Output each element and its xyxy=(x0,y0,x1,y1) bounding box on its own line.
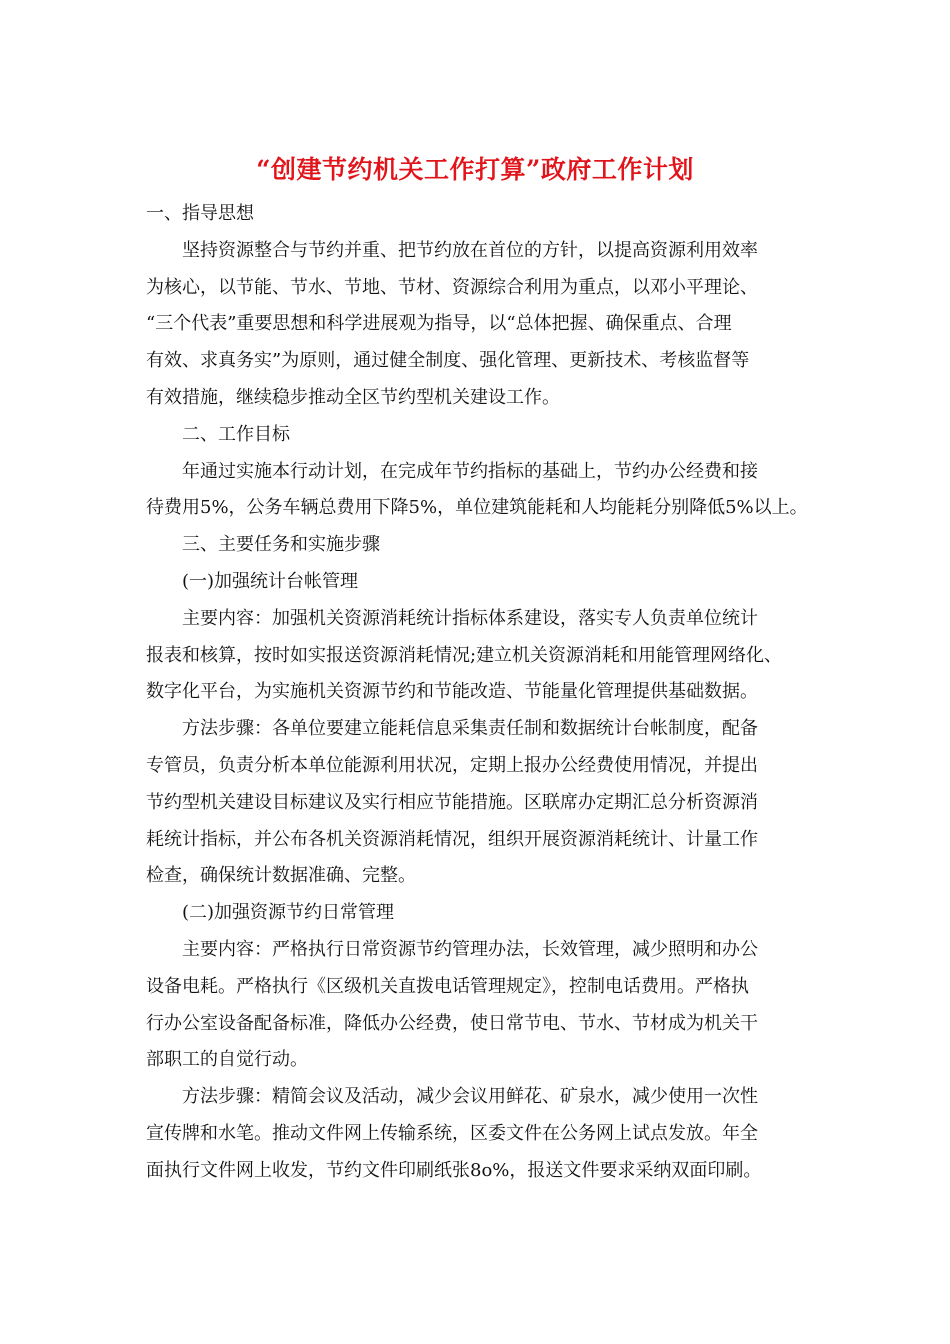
text-line: 数字化平台，为实施机关资源节约和节能改造、节能量化管理提供基础数据。 xyxy=(146,681,758,703)
text-line: 宣传牌和水笔。推动文件网上传输系统，区委文件在公务网上试点发放。年全 xyxy=(146,1122,758,1144)
text-line: (一)加强统计台帐管理 xyxy=(182,570,359,592)
text-line: 为核心，以节能、节水、节地、节材、资源综合利用为重点，以邓小平理论、 xyxy=(146,276,758,298)
text-line: 部职工的自觉行动。 xyxy=(146,1049,308,1071)
text-line: 节约型机关建设目标建议及实行相应节能措施。区联席办定期汇总分析资源消 xyxy=(146,791,758,813)
text-line: 检查，确保统计数据准确、完整。 xyxy=(146,865,416,887)
text-line: 主要内容：加强机关资源消耗统计指标体系建设，落实专人负责单位统计 xyxy=(182,607,758,629)
document-body xyxy=(146,196,846,1190)
text-line: 耗统计指标，并公布各机关资源消耗情况，组织开展资源消耗统计、计量工作 xyxy=(146,828,758,850)
text-line: 二、工作目标 xyxy=(182,423,290,445)
text-line: 一、指导思想 xyxy=(146,203,254,224)
text-line: 年通过实施本行动计划，在完成年节约指标的基础上，节约办公经费和接 xyxy=(182,460,758,482)
text-line: 行办公室设备配备标准，降低办公经费，使日常节电、节水、节材成为机关干 xyxy=(146,1012,758,1034)
text-line: 设备电耗。严格执行《区级机关直拨电话管理规定》，控制电话费用。严格执 xyxy=(146,975,749,997)
text-line: 有效、求真务实”为原则，通过健全制度、强化管理、更新技术、考核监督等 xyxy=(146,350,750,372)
text-line: 三、主要任务和实施步骤 xyxy=(182,534,380,556)
text-line: 报表和核算，按时如实报送资源消耗情况;建立机关资源消耗和用能管理网络化、 xyxy=(146,644,783,666)
text-line: 面执行文件网上收发，节约文件印刷纸张8o%，报送文件要求采纳双面印刷。 xyxy=(146,1159,762,1181)
text-line: 专管员，负责分析本单位能源利用状况，定期上报办公经费使用情况，并提出 xyxy=(146,754,758,776)
text-line: 方法步骤：精简会议及活动，减少会议用鲜花、矿泉水，减少使用一次性 xyxy=(182,1086,758,1108)
text-line: 有效措施，继续稳步推动全区节约型机关建设工作。 xyxy=(146,386,560,408)
document-title: “创建节约机关工作打算”政府工作计划 xyxy=(256,155,694,184)
text-line: “三个代表”重要思想和科学进展观为指导，以“总体把握、确保重点、合理 xyxy=(146,313,732,335)
text-line: (二)加强资源节约日常管理 xyxy=(182,902,395,924)
text-line: 待费用5%，公务车辆总费用下降5%，单位建筑能耗和人均能耗分别降低5%以上。 xyxy=(146,497,808,519)
text-line: 方法步骤：各单位要建立能耗信息采集责任制和数据统计台帐制度，配备 xyxy=(182,718,758,740)
text-line: 主要内容：严格执行日常资源节约管理办法，长效管理，减少照明和办公 xyxy=(182,938,758,960)
text-line: 坚持资源整合与节约并重、把节约放在首位的方针，以提高资源利用效率 xyxy=(182,239,758,261)
